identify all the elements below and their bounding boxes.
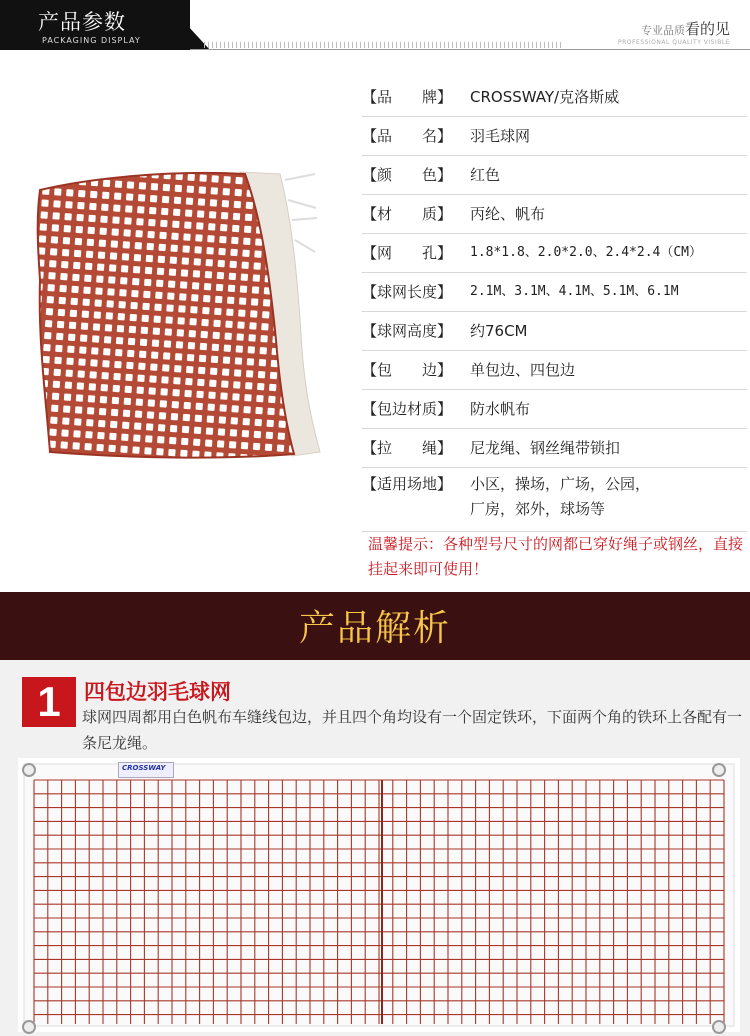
net-illustration xyxy=(18,758,740,1032)
spec-label: 【网 孔】 xyxy=(362,244,453,262)
spec-row-height xyxy=(362,312,747,351)
spec-label: 【包 边】 xyxy=(362,361,453,379)
spec-value: 防水帆布 xyxy=(470,400,531,418)
spec-label: 【材 质】 xyxy=(362,205,453,223)
spec-label: 【包边材质】 xyxy=(362,400,453,418)
spec-value: 羽毛球网 xyxy=(470,127,531,145)
analysis-banner-title: 产品解析 xyxy=(298,608,451,649)
product-photo xyxy=(30,160,330,470)
brand-logo-tag xyxy=(118,762,174,778)
slogan-big: 看的见 xyxy=(684,20,730,38)
spec-value: 2.1M、3.1M、4.1M、5.1M、6.1M xyxy=(470,284,679,299)
spec-row-color xyxy=(362,156,747,195)
spec-row-name xyxy=(362,117,747,156)
spec-label: 【球网长度】 xyxy=(362,283,453,301)
feature-description: 球网四周都用白色帆布车缝线包边，并且四个角均设有一个固定铁环，下面两个角的铁环上各配有一条尼龙绳。 xyxy=(82,708,743,752)
section-tab-title: 产品参数 xyxy=(38,10,126,34)
spec-value-line2: 厂房，郊外，球场等 xyxy=(470,500,606,518)
spec-label: 【适用场地】 xyxy=(362,475,453,493)
spec-label: 【球网高度】 xyxy=(362,322,453,340)
grommet-icon xyxy=(22,763,36,777)
dotted-decoration xyxy=(204,42,564,48)
grommet-icon xyxy=(712,1020,726,1034)
spec-table xyxy=(362,78,747,532)
section-header xyxy=(0,0,750,58)
section-tab-subtitle: PACKAGING DISPLAY xyxy=(42,36,141,45)
brand-logo-text: CROSSWAY xyxy=(122,764,166,772)
slogan xyxy=(618,18,730,46)
spec-value: 红色 xyxy=(470,166,501,184)
spec-row-venue xyxy=(362,468,747,532)
analysis-banner xyxy=(0,592,750,660)
spec-row-edge xyxy=(362,351,747,390)
section-tab xyxy=(0,0,190,50)
net-illustration-frame xyxy=(18,758,740,1032)
spec-value: 丙纶、帆布 xyxy=(470,205,546,223)
spec-value: 1.8*1.8、2.0*2.0、2.4*2.4（CM） xyxy=(470,245,703,260)
feature-title: 四包边羽毛球网 xyxy=(84,680,231,704)
slogan-en: PROFESSIONAL QUALITY VISIBLE xyxy=(618,39,730,46)
header-divider xyxy=(190,49,750,50)
spec-row-length xyxy=(362,273,747,312)
spec-value-line1: 小区，操场，广场，公园， xyxy=(470,475,651,493)
feature-number-badge xyxy=(22,677,76,727)
spec-label: 【拉 绳】 xyxy=(362,439,453,457)
spec-value: CROSSWAY/克洛斯威 xyxy=(470,88,620,106)
spec-row-rope xyxy=(362,429,747,468)
spec-label: 【品 牌】 xyxy=(362,88,453,106)
spec-value: 尼龙绳、钢丝绳带锁扣 xyxy=(470,439,621,457)
spec-value xyxy=(470,472,747,522)
warm-tip: 温馨提示：各种型号尺寸的网都已穿好绳子或钢丝，直接挂起来即可使用！ xyxy=(368,535,744,578)
spec-row-material xyxy=(362,195,747,234)
spec-row-edge-material xyxy=(362,390,747,429)
slogan-small: 专业品质 xyxy=(640,24,685,37)
grommet-icon xyxy=(22,1020,36,1034)
grommet-icon xyxy=(712,763,726,777)
feature-number: 1 xyxy=(37,678,61,725)
spec-label: 【颜 色】 xyxy=(362,166,453,184)
spec-value: 约76CM xyxy=(470,322,528,340)
spec-row-mesh xyxy=(362,234,747,273)
spec-label: 【品 名】 xyxy=(362,127,453,145)
spec-value: 单包边、四包边 xyxy=(470,361,576,379)
spec-row-brand xyxy=(362,78,747,117)
